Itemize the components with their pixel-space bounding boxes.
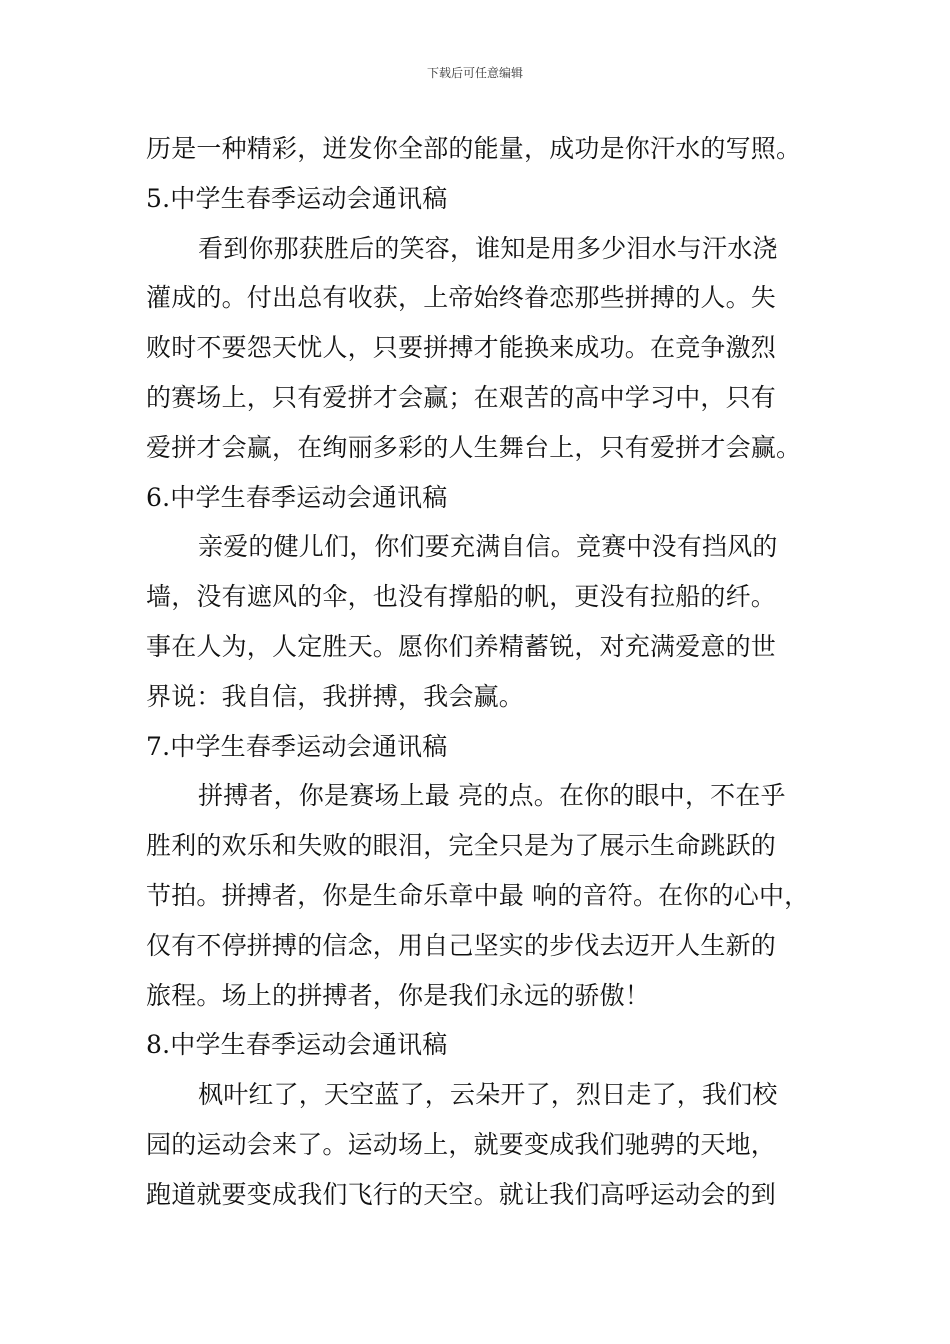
text-line: 仅有不停拼搏的信念，用自己坚实的步伐去迈开人生新的 xyxy=(146,930,777,960)
text-line: 旅程。场上的拼搏者，你是我们永远的骄傲！ xyxy=(146,980,651,1010)
text-line: 灌成的。付出总有收获，上帝始终眷恋那些拼搏的人。失 xyxy=(146,283,777,313)
text-line: 败时不要怨天忧人，只要拼搏才能换来成功。在竞争激烈 xyxy=(146,333,777,363)
text-line: 拼搏者，你是赛场上最 亮的点。在你的眼中，不在乎 xyxy=(198,781,786,811)
text-line: 园的运动会来了。运动场上，就要变成我们驰骋的天地， xyxy=(146,1129,777,1159)
text-line: 看到你那获胜后的笑容，谁知是用多少泪水与汗水浇 xyxy=(198,233,778,263)
text-line: 墙，没有遮风的伞，也没有撑船的帆，更没有拉船的纤。 xyxy=(146,582,777,612)
text-line: 界说：我自信，我拼搏，我会赢。 xyxy=(146,681,525,711)
text-line: 亲爱的健儿们，你们要充满自信。竞赛中没有挡风的 xyxy=(198,532,778,562)
section-heading: 5.中学生春季运动会通讯稿 xyxy=(146,183,448,213)
text-line: 枫叶红了，天空蓝了，云朵开了，烈日走了，我们校 xyxy=(198,1080,778,1110)
text-line: 节拍。拼搏者，你是生命乐章中最 响的音符。在你的心中， xyxy=(146,880,810,910)
section-heading: 8.中学生春季运动会通讯稿 xyxy=(146,1030,448,1060)
section-heading: 6.中学生春季运动会通讯稿 xyxy=(146,482,448,512)
text-line: 胜利的欢乐和失败的眼泪，完全只是为了展示生命跳跃的 xyxy=(146,831,777,861)
text-line: 历是一种精彩，迸发你全部的能量，成功是你汗水的写照。 xyxy=(146,134,802,163)
document-body xyxy=(146,124,826,1220)
text-line: 爱拼才会赢，在绚丽多彩的人生舞台上，只有爱拼才会赢。 xyxy=(146,432,802,462)
text-line: 的赛场上，只有爱拼才会赢；在艰苦的高中学习中，只有 xyxy=(146,382,777,412)
text-line: 跑道就要变成我们飞行的天空。就让我们高呼运动会的到 xyxy=(146,1179,777,1209)
text-line: 事在人为，人定胜天。愿你们养精蓄锐，对充满爱意的世 xyxy=(146,631,777,661)
page-header: 下载后可任意编辑 xyxy=(426,66,523,80)
section-heading: 7.中学生春季运动会通讯稿 xyxy=(146,731,448,761)
